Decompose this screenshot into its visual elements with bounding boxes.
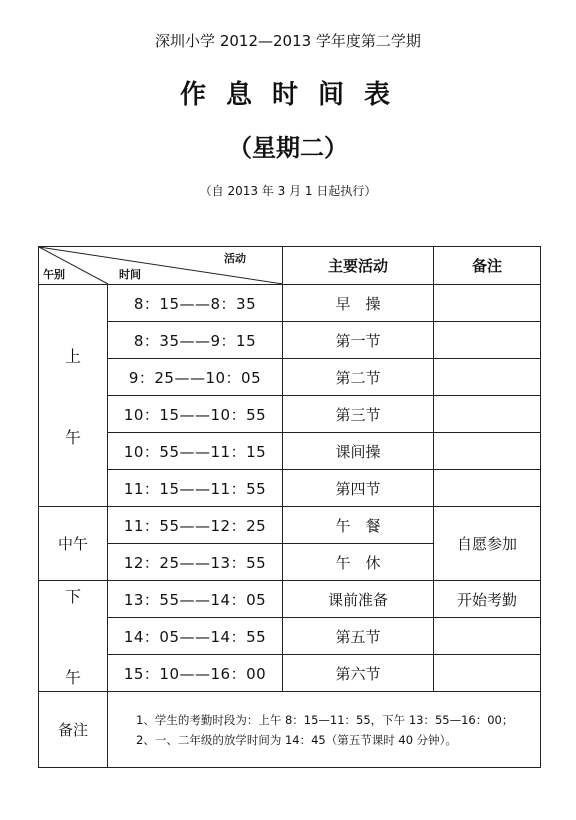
activity-cell: 第一节 — [283, 322, 434, 359]
school-term-heading: 深圳小学 2012—2013 学年度第二学期 — [155, 32, 421, 50]
time-cell: 9：25——10：05 — [108, 359, 283, 396]
time-cell: 8：35——9：15 — [108, 322, 283, 359]
activity-cell: 午 休 — [283, 544, 434, 581]
footer-notes — [108, 692, 541, 768]
activity-cell: 第三节 — [283, 396, 434, 433]
note-cell — [434, 322, 541, 359]
diag-activity-label: 活动 — [224, 252, 246, 265]
note-cell — [434, 285, 541, 322]
note-cell — [434, 433, 541, 470]
notes-header: 备注 — [434, 247, 541, 285]
footer-note-2: 2、一、二年级的放学时间为 14：45（第五节课时 40 分钟）。 — [136, 732, 457, 747]
time-cell: 14：05——14：55 — [108, 618, 283, 655]
weekday-subtitle: （星期二） — [228, 134, 348, 162]
period-morning-char-1: 上 — [64, 346, 81, 366]
time-cell: 12：25——13：55 — [108, 544, 283, 581]
diag-time-label: 时间 — [119, 268, 141, 281]
period-morning — [39, 285, 108, 507]
diag-period-label: 午别 — [43, 268, 65, 281]
period-noon: 中午 — [39, 507, 108, 581]
activity-cell: 午 餐 — [283, 507, 434, 544]
time-cell: 15：10——16：00 — [108, 655, 283, 692]
activity-cell: 第二节 — [283, 359, 434, 396]
note-cell — [434, 359, 541, 396]
diagonal-header-cell — [39, 247, 283, 285]
period-morning-char-2: 午 — [64, 427, 81, 447]
period-afternoon-char-1: 下 — [64, 587, 81, 606]
activity-cell: 课间操 — [283, 433, 434, 470]
note-cell — [434, 618, 541, 655]
time-cell: 8：15——8：35 — [108, 285, 283, 322]
effective-date: （自 2013 年 3 月 1 日起执行） — [199, 184, 377, 198]
time-cell: 11：55——12：25 — [108, 507, 283, 544]
footer-notes-label: 备注 — [39, 692, 108, 768]
footer-note-1: 1、学生的考勤时段为：上午 8：15—11：55，下午 13：55—16：00； — [136, 712, 514, 727]
main-activity-header: 主要活动 — [283, 247, 434, 285]
time-cell: 13：55——14：05 — [108, 581, 283, 618]
activity-cell: 第四节 — [283, 470, 434, 507]
time-cell: 10：55——11：15 — [108, 433, 283, 470]
note-cell-attendance: 开始考勤 — [434, 581, 541, 618]
time-cell: 11：15——11：55 — [108, 470, 283, 507]
diagonal-lines — [39, 247, 283, 284]
note-cell — [434, 396, 541, 433]
timetable — [38, 246, 541, 768]
period-afternoon-char-2: 午 — [64, 668, 81, 687]
activity-cell: 第六节 — [283, 655, 434, 692]
activity-cell: 早 操 — [283, 285, 434, 322]
time-cell: 10：15——10：55 — [108, 396, 283, 433]
period-afternoon — [39, 581, 108, 692]
note-cell — [434, 470, 541, 507]
activity-cell: 第五节 — [283, 618, 434, 655]
note-cell — [434, 655, 541, 692]
page-title: 作息时间表 — [179, 80, 410, 110]
activity-cell: 课前准备 — [283, 581, 434, 618]
note-cell-voluntary: 自愿参加 — [434, 507, 541, 581]
